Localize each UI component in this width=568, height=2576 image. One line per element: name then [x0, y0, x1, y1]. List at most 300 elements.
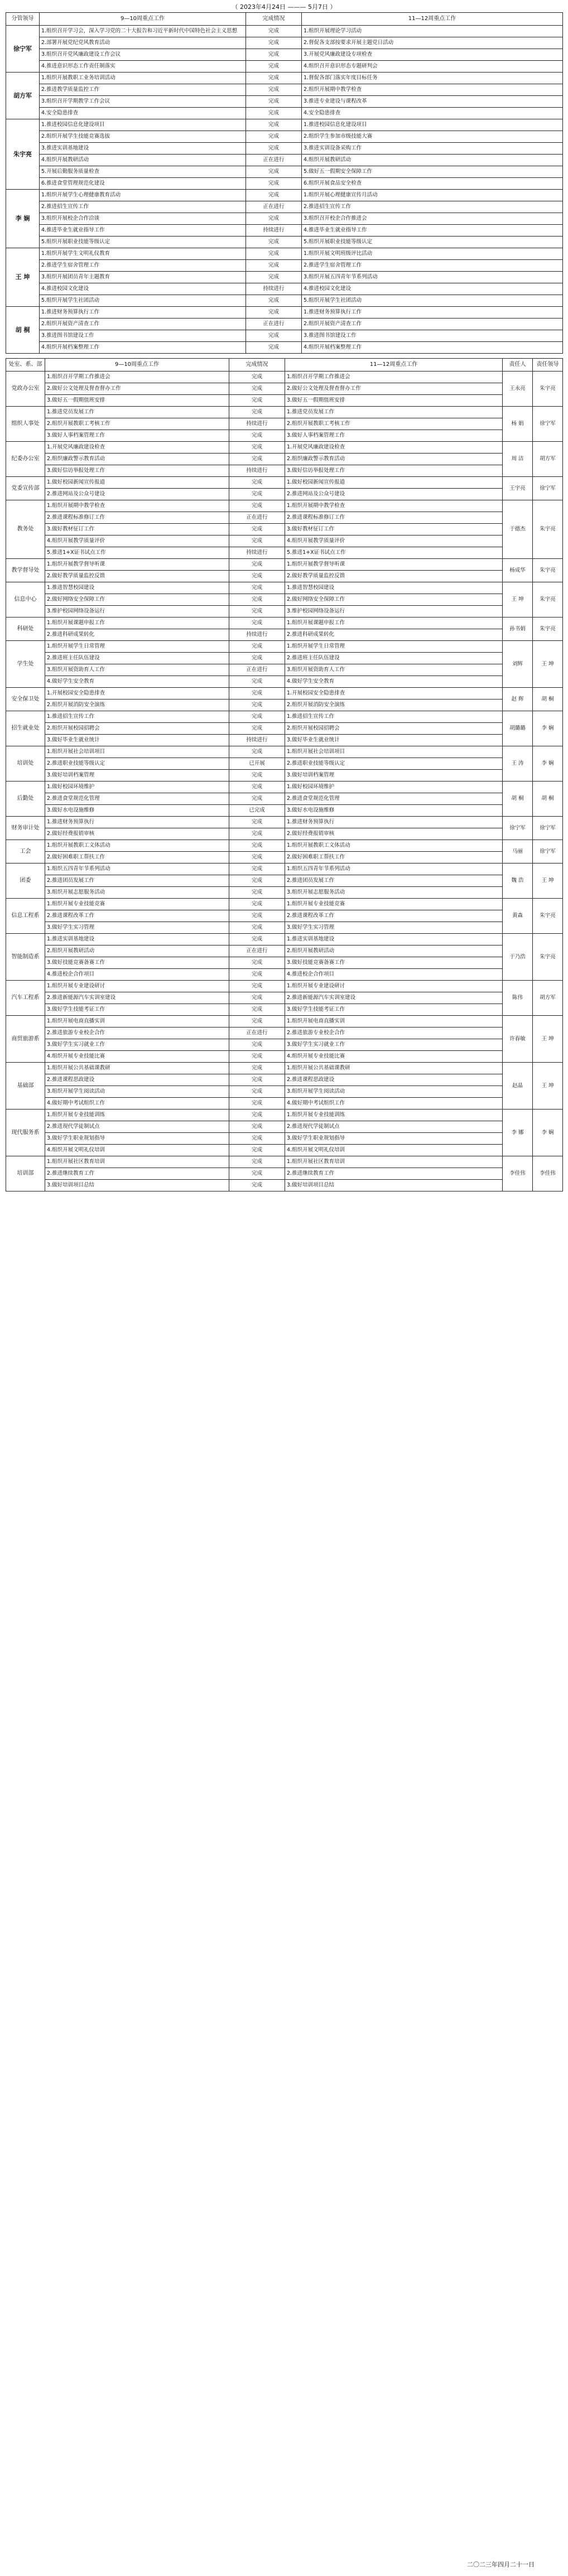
- table-row: [6, 26, 563, 37]
- responsible-leader: 朱宇亮: [533, 582, 563, 618]
- next-work-item: 3.做好学生技能考证工作: [285, 1004, 503, 1016]
- table-row: [6, 770, 563, 782]
- dept-name: 学生处: [6, 641, 45, 688]
- leader-name: 王 坤: [6, 248, 40, 307]
- status-cell: 完成: [229, 957, 285, 969]
- next-work-item: 2.做好教学质量监控反馈: [285, 571, 503, 582]
- status-cell: 完成: [229, 536, 285, 547]
- next-work-item: 3.组织开展资助育人工作: [285, 664, 503, 676]
- responsible-leader: 李佳伟: [533, 1156, 563, 1191]
- prev-work-item: 2.推进旅游专业校企合作: [45, 1027, 229, 1039]
- dept-name: 商贸旅游系: [6, 1016, 45, 1063]
- status-cell: 持续进行: [229, 465, 285, 477]
- prev-work-item: 2.做好网络安全保障工作: [45, 594, 229, 606]
- next-work-item: 3.组织开展学生阅读活动: [285, 1086, 503, 1098]
- status-cell: 已完成: [229, 805, 285, 817]
- status-cell: 完成: [246, 307, 302, 319]
- status-cell: 完成: [246, 295, 302, 307]
- leader-table-header-row: [6, 13, 563, 26]
- prev-work-item: 2.推进招生宣传工作: [40, 201, 246, 213]
- leader-name: 李 娴: [6, 190, 40, 248]
- prev-work-item: 4.做好期中考试组织工作: [45, 1098, 229, 1109]
- status-cell: 完成: [229, 828, 285, 840]
- prev-work-item: 4.推进毕业生就业指导工作: [40, 225, 246, 237]
- status-cell: 完成: [246, 49, 302, 61]
- next-work-item: 4.组织开展文明礼仪培训: [285, 1145, 503, 1156]
- table-row: [6, 213, 563, 225]
- next-work-item: 2.推进课程改革工作: [285, 910, 503, 922]
- next-work-item: 4.推进毕业生就业指导工作: [302, 225, 563, 237]
- table-row: [6, 700, 563, 711]
- table-row: [6, 969, 563, 981]
- table-row: [6, 618, 563, 629]
- table-row: [6, 828, 563, 840]
- status-cell: 持续进行: [229, 547, 285, 559]
- table-row: [6, 418, 563, 430]
- table-row: [6, 793, 563, 805]
- prev-work-item: 3.做好水电设施维修: [45, 805, 229, 817]
- prev-work-item: 1.组织开展电商直播实训: [45, 1016, 229, 1027]
- table-row: [6, 934, 563, 946]
- next-work-item: 1.组织开展专业技能训练: [285, 1109, 503, 1121]
- next-work-item: 2.组织学生参加市级技能大赛: [302, 131, 563, 143]
- next-work-item: 4.组织召开意识形态专题研判会: [302, 61, 563, 73]
- dept-name: 后勤处: [6, 782, 45, 817]
- next-work-item: 3.推进专业建设与课程改革: [302, 96, 563, 108]
- prev-work-item: 2.推进课程思政建设: [45, 1074, 229, 1086]
- prev-work-item: 1.推进校园信息化建设项目: [40, 119, 246, 131]
- next-work-item: 2.组织廉政警示教育活动: [285, 454, 503, 465]
- status-cell: 完成: [229, 1109, 285, 1121]
- table-row: [6, 49, 563, 61]
- status-cell: 正在进行: [229, 512, 285, 524]
- prev-work-item: 2.做好困难职工帮扶工作: [45, 852, 229, 864]
- next-work-item: 5.组织开展学生社团活动: [302, 295, 563, 307]
- prev-work-item: 2.推进教学质量监控工作: [40, 84, 246, 96]
- prev-work-item: 3.做好人事档案管理工作: [45, 430, 229, 442]
- next-work-item: 2.组织开展教研活动: [285, 946, 503, 957]
- next-work-item: 3.做好人事档案管理工作: [285, 430, 503, 442]
- prev-work-item: 4.做好学生安全教育: [45, 676, 229, 688]
- status-cell: 完成: [246, 84, 302, 96]
- prev-work-item: 5.组织开展学生社团活动: [40, 295, 246, 307]
- prev-work-item: 1.组织开展学生心理健康教育活动: [40, 190, 246, 201]
- table-row: [6, 922, 563, 934]
- status-cell: 正在进行: [246, 319, 302, 330]
- dept-name: 基础部: [6, 1063, 45, 1109]
- status-cell: 完成: [229, 606, 285, 618]
- responsible-person: 魏 浩: [503, 864, 533, 899]
- prev-work-item: 3.做好学生技能考证工作: [45, 1004, 229, 1016]
- prev-work-item: 3.做好学生实习就业工作: [45, 1039, 229, 1051]
- dept-name: 党委宣传部: [6, 477, 45, 500]
- table-row: [6, 260, 563, 272]
- next-work-item: 2.推进课程思政建设: [285, 1074, 503, 1086]
- status-cell: 正在进行: [246, 155, 302, 166]
- status-cell: 完成: [229, 594, 285, 606]
- responsible-person: 王宇亮: [503, 477, 533, 500]
- prev-work-item: 2.做好经费报销审核: [45, 828, 229, 840]
- prev-work-item: 2.组织开展校园招聘会: [45, 723, 229, 735]
- status-cell: 持续进行: [229, 735, 285, 746]
- next-work-item: 3.开展党风廉政建设专项检查: [302, 49, 563, 61]
- prev-work-item: 1.组织开展学生日常管理: [45, 641, 229, 653]
- table-row: [6, 489, 563, 500]
- status-cell: 完成: [246, 61, 302, 73]
- dept-name: 培训处: [6, 746, 45, 782]
- table-row: [6, 272, 563, 283]
- table-row: [6, 178, 563, 190]
- responsible-leader: 李 娴: [533, 746, 563, 782]
- next-work-item: 3.做好培训档案管理: [285, 770, 503, 782]
- next-work-item: 4.做好期中考试组织工作: [285, 1098, 503, 1109]
- status-cell: 完成: [229, 992, 285, 1004]
- responsible-person: 陈伟: [503, 981, 533, 1016]
- responsible-person: 于乃浩: [503, 934, 533, 981]
- table-row: [6, 372, 563, 383]
- responsible-person: 赵晶: [503, 1063, 533, 1109]
- next-work-item: 3.推进实训设备采购工作: [302, 143, 563, 155]
- status-cell: 完成: [229, 746, 285, 758]
- next-work-item: 2.做好困难职工帮扶工作: [285, 852, 503, 864]
- status-cell: 完成: [229, 489, 285, 500]
- status-cell: 持续进行: [229, 629, 285, 641]
- prev-work-item: 4.组织开展文明礼仪培训: [45, 1145, 229, 1156]
- status-cell: 完成: [229, 969, 285, 981]
- prev-work-item: 2.推进课程改革工作: [45, 910, 229, 922]
- status-cell: 完成: [246, 248, 302, 260]
- dept-name: 财务审计处: [6, 817, 45, 840]
- next-work-item: 1.组织开展文明班级评比活动: [302, 248, 563, 260]
- prev-work-item: 1.组织开展专业技能训练: [45, 1109, 229, 1121]
- prev-work-item: 2.推进食堂规范化管理: [45, 793, 229, 805]
- status-cell: 完成: [229, 1180, 285, 1191]
- next-work-item: 4.组织开展教研活动: [302, 155, 563, 166]
- prev-work-item: 1.组织开展专业技能竞赛: [45, 899, 229, 910]
- next-work-item: 1.推进实训基地建设: [285, 934, 503, 946]
- table-row: [6, 817, 563, 828]
- table-row: [6, 1086, 563, 1098]
- table-row: [6, 477, 563, 489]
- status-cell: 完成: [246, 178, 302, 190]
- next-work-item: 2.推进继续教育工作: [285, 1168, 503, 1180]
- table-row: [6, 840, 563, 852]
- table-row: [6, 782, 563, 793]
- col-header-status: 完成情况: [229, 359, 285, 372]
- dept-name: 智能制造系: [6, 934, 45, 981]
- table-row: [6, 641, 563, 653]
- status-cell: 完成: [229, 840, 285, 852]
- table-row: [6, 319, 563, 330]
- table-row: [6, 524, 563, 536]
- status-cell: 持续进行: [246, 225, 302, 237]
- prev-work-item: 3.做好技能竞赛备赛工作: [45, 957, 229, 969]
- prev-work-item: 1.组织开展教职工文体活动: [45, 840, 229, 852]
- prev-work-item: 3.组织召开党风廉政建设工作会议: [40, 49, 246, 61]
- next-work-item: 3.做好学生实习就业工作: [285, 1039, 503, 1051]
- next-work-item: 3.组织开展志愿服务活动: [285, 887, 503, 899]
- responsible-person: 王 涛: [503, 746, 533, 782]
- next-work-item: 1.组织召开学期工作推进会: [285, 372, 503, 383]
- table-row: [6, 547, 563, 559]
- next-work-item: 2.推进现代学徒制试点: [285, 1121, 503, 1133]
- responsible-leader: 王 坤: [533, 864, 563, 899]
- next-work-item: 3.做好教材征订工作: [285, 524, 503, 536]
- next-work-item: 2.推进课程标准修订工作: [285, 512, 503, 524]
- table-row: [6, 342, 563, 354]
- department-work-table: [6, 358, 563, 1191]
- next-work-item: 1.组织开展公共基础课教研: [285, 1063, 503, 1074]
- responsible-person: 孙书娟: [503, 618, 533, 641]
- table-row: [6, 735, 563, 746]
- status-cell: 完成: [229, 981, 285, 992]
- next-work-item: 1.组织开展心理健康宣传月活动: [302, 190, 563, 201]
- next-work-item: 1.做好校园新闻宣传报道: [285, 477, 503, 489]
- table-row: [6, 1109, 563, 1121]
- responsible-leader: 王 坤: [533, 641, 563, 688]
- next-work-item: 5.做好五一假期安全保障工作: [302, 166, 563, 178]
- dept-name: 信息工程系: [6, 899, 45, 934]
- dept-table-header-row: [6, 359, 563, 372]
- status-cell: 完成: [246, 272, 302, 283]
- status-cell: 完成: [229, 500, 285, 512]
- next-work-item: 1.组织开展课题申报工作: [285, 618, 503, 629]
- next-work-item: 1.组织开展期中教学检查: [285, 500, 503, 512]
- prev-work-item: 1.组织召开学期工作推进会: [45, 372, 229, 383]
- next-work-item: 1.组织开展社会培训项目: [285, 746, 503, 758]
- prev-work-item: 3.组织开展学生阅读活动: [45, 1086, 229, 1098]
- table-row: [6, 143, 563, 155]
- responsible-leader: 徐宁军: [533, 407, 563, 442]
- next-work-item: 3.推进图书馆建设工作: [302, 330, 563, 342]
- responsible-leader: 朱宇亮: [533, 372, 563, 407]
- prev-work-item: 1.组织召开学习会，深入学习党的二十大报告和习近平新时代中国特色社会主义思想: [40, 26, 246, 37]
- prev-work-item: 3.做好五一假期值班安排: [45, 395, 229, 407]
- prev-work-item: 2.推进团员发展工作: [45, 875, 229, 887]
- next-work-item: 2.推进学生宿舍管理工作: [302, 260, 563, 272]
- status-cell: 完成: [246, 108, 302, 119]
- prev-work-item: 2.做好教学质量监控反馈: [45, 571, 229, 582]
- next-work-item: 1.组织开展专业建设研讨: [285, 981, 503, 992]
- status-cell: 完成: [229, 1039, 285, 1051]
- next-work-item: 3.做好学生职业规划指导: [285, 1133, 503, 1145]
- prev-work-item: 1.推进财务预算执行: [45, 817, 229, 828]
- status-cell: 完成: [229, 618, 285, 629]
- table-row: [6, 981, 563, 992]
- next-work-item: 3.维护校园网络设备运行: [285, 606, 503, 618]
- next-work-item: 1.推进校园信息化建设项目: [302, 119, 563, 131]
- prev-work-item: 1.开展校园安全隐患排查: [45, 688, 229, 700]
- table-row: [6, 559, 563, 571]
- status-cell: 完成: [229, 676, 285, 688]
- status-cell: 完成: [229, 922, 285, 934]
- col-header-next-work: 11—12周重点工作: [302, 13, 563, 26]
- table-row: [6, 61, 563, 73]
- status-cell: 完成: [229, 383, 285, 395]
- prev-work-item: 3.维护校园网络设备运行: [45, 606, 229, 618]
- table-row: [6, 500, 563, 512]
- responsible-person: 黄森: [503, 899, 533, 934]
- status-cell: 完成: [246, 260, 302, 272]
- status-cell: 完成: [229, 723, 285, 735]
- next-work-item: 1.推进招生宣传工作: [285, 711, 503, 723]
- prev-work-item: 1.推进党员发展工作: [45, 407, 229, 418]
- responsible-leader: 胡 桐: [533, 688, 563, 711]
- next-work-item: 4.推进校园文化建设: [302, 283, 563, 295]
- next-work-item: 1.组织开展学生日常管理: [285, 641, 503, 653]
- table-row: [6, 536, 563, 547]
- next-work-item: 2.做好公文处理及督查督办工作: [285, 383, 503, 395]
- table-row: [6, 1145, 563, 1156]
- responsible-leader: 朱宇亮: [533, 559, 563, 582]
- responsible-leader: 朱宇亮: [533, 934, 563, 981]
- dept-name: 安全保卫处: [6, 688, 45, 711]
- next-work-item: 4.组织开展档案整理工作: [302, 342, 563, 354]
- col-header-leader: 分管领导: [6, 13, 40, 26]
- status-cell: 正在进行: [229, 1027, 285, 1039]
- responsible-leader: 胡 桐: [533, 782, 563, 817]
- table-row: [6, 225, 563, 237]
- next-work-item: 3.做好五一假期值班安排: [285, 395, 503, 407]
- status-cell: 完成: [229, 782, 285, 793]
- status-cell: 完成: [229, 1074, 285, 1086]
- responsible-person: 马丽: [503, 840, 533, 864]
- prev-work-item: 1.组织五四青年节系列活动: [45, 864, 229, 875]
- col-header-next-work: 11—12周重点工作: [285, 359, 503, 372]
- status-cell: 完成: [246, 342, 302, 354]
- status-cell: 完成: [229, 899, 285, 910]
- leader-name: 朱宇亮: [6, 119, 40, 190]
- prev-work-item: 1.推进实训基地建设: [45, 934, 229, 946]
- table-row: [6, 887, 563, 899]
- table-row: [6, 166, 563, 178]
- status-cell: 完成: [246, 96, 302, 108]
- table-row: [6, 295, 563, 307]
- responsible-leader: 李 娴: [533, 711, 563, 746]
- responsible-leader: 胡方军: [533, 442, 563, 477]
- status-cell: 完成: [229, 817, 285, 828]
- table-row: [6, 512, 563, 524]
- col-header-prev-work: 9—10周重点工作: [40, 13, 246, 26]
- status-cell: 完成: [229, 793, 285, 805]
- table-row: [6, 108, 563, 119]
- responsible-person: 胡璐璐: [503, 711, 533, 746]
- status-cell: 正在进行: [246, 201, 302, 213]
- responsible-person: 胡 桐: [503, 782, 533, 817]
- status-cell: 完成: [229, 934, 285, 946]
- prev-work-item: 4.推进校企合作项目: [45, 969, 229, 981]
- next-work-item: 3.做好水电设施维修: [285, 805, 503, 817]
- prev-work-item: 5.组织开展职业技能等级认定: [40, 237, 246, 248]
- table-row: [6, 1027, 563, 1039]
- next-work-item: 2.推进新能源汽车实训室建设: [285, 992, 503, 1004]
- prev-work-item: 3.组织开展团员青年主题教育: [40, 272, 246, 283]
- prev-work-item: 4.组织开展教研活动: [40, 155, 246, 166]
- table-row: [6, 73, 563, 84]
- status-cell: 完成: [229, 454, 285, 465]
- next-work-item: 1.做好校园环境维护: [285, 782, 503, 793]
- status-cell: 完成: [229, 1133, 285, 1145]
- status-cell: 完成: [229, 700, 285, 711]
- status-cell: 完成: [229, 641, 285, 653]
- status-cell: 完成: [229, 582, 285, 594]
- table-row: [6, 201, 563, 213]
- prev-work-item: 2.组织开展消防安全演练: [45, 700, 229, 711]
- leader-name: 徐宁军: [6, 26, 40, 73]
- col-header-person: 责任人: [503, 359, 533, 372]
- prev-work-item: 3.推进图书馆建设工作: [40, 330, 246, 342]
- table-row: [6, 594, 563, 606]
- prev-work-item: 1.组织开展学生文明礼仪教育: [40, 248, 246, 260]
- next-work-item: 2.推进旅游专业校企合作: [285, 1027, 503, 1039]
- responsible-person: 周 洁: [503, 442, 533, 477]
- table-row: [6, 1168, 563, 1180]
- prev-work-item: 1.组织开展教职工业务培训活动: [40, 73, 246, 84]
- next-work-item: 2.推进网站及公众号建设: [285, 489, 503, 500]
- status-cell: 完成: [229, 559, 285, 571]
- status-cell: 完成: [229, 875, 285, 887]
- prev-work-item: 1.组织开展公共基础课教研: [45, 1063, 229, 1074]
- next-work-item: 1.推进智慧校园建设: [285, 582, 503, 594]
- status-cell: 完成: [229, 395, 285, 407]
- status-cell: 完成: [229, 571, 285, 582]
- next-work-item: 5.组织开展职业技能等级认定: [302, 237, 563, 248]
- dept-name: 招生就业处: [6, 711, 45, 746]
- responsible-person: 李 娜: [503, 1109, 533, 1156]
- dept-name: 党政办公室: [6, 372, 45, 407]
- table-row: [6, 688, 563, 700]
- status-cell: 完成: [229, 1063, 285, 1074]
- table-row: [6, 84, 563, 96]
- next-work-item: 3.组织召开校企合作推进会: [302, 213, 563, 225]
- next-work-item: 3.做好培训项目总结: [285, 1180, 503, 1191]
- status-cell: 完成: [246, 119, 302, 131]
- prev-work-item: 3.做好培训项目总结: [45, 1180, 229, 1191]
- responsible-person: 赵 辉: [503, 688, 533, 711]
- status-cell: 完成: [229, 407, 285, 418]
- table-row: [6, 1156, 563, 1168]
- prev-work-item: 3.做好毕业生就业统计: [45, 735, 229, 746]
- footer-date: 二〇二三年四月二十一日: [467, 2561, 535, 2568]
- prev-work-item: 2.组织开展学生技能竞赛选拔: [40, 131, 246, 143]
- status-cell: 完成: [229, 1098, 285, 1109]
- table-row: [6, 723, 563, 735]
- status-cell: 持续进行: [229, 418, 285, 430]
- prev-work-item: 1.做好校园新闻宣传报道: [45, 477, 229, 489]
- next-work-item: 4.安全隐患排查: [302, 108, 563, 119]
- prev-work-item: 4.推进意识形态工作责任制落实: [40, 61, 246, 73]
- responsible-person: 徐宁军: [503, 817, 533, 840]
- next-work-item: 2.推进班主任队伍建设: [285, 653, 503, 664]
- status-cell: 完成: [229, 430, 285, 442]
- next-work-item: 2.推进职业技能等级认定: [285, 758, 503, 770]
- next-work-item: 2.推进团员发展工作: [285, 875, 503, 887]
- table-row: [6, 957, 563, 969]
- status-cell: 完成: [246, 190, 302, 201]
- table-row: [6, 307, 563, 319]
- status-cell: 完成: [246, 73, 302, 84]
- next-work-item: 4.组织开展专业技能比赛: [285, 1051, 503, 1063]
- prev-work-item: 1.推进招生宣传工作: [45, 711, 229, 723]
- status-cell: 完成: [229, 864, 285, 875]
- prev-work-item: 2.组织开展教职工考核工作: [45, 418, 229, 430]
- status-cell: 完成: [246, 131, 302, 143]
- prev-work-item: 2.推进继续教育工作: [45, 1168, 229, 1180]
- table-row: [6, 1133, 563, 1145]
- table-row: [6, 330, 563, 342]
- table-row: [6, 442, 563, 454]
- next-work-item: 2.组织开展教职工考核工作: [285, 418, 503, 430]
